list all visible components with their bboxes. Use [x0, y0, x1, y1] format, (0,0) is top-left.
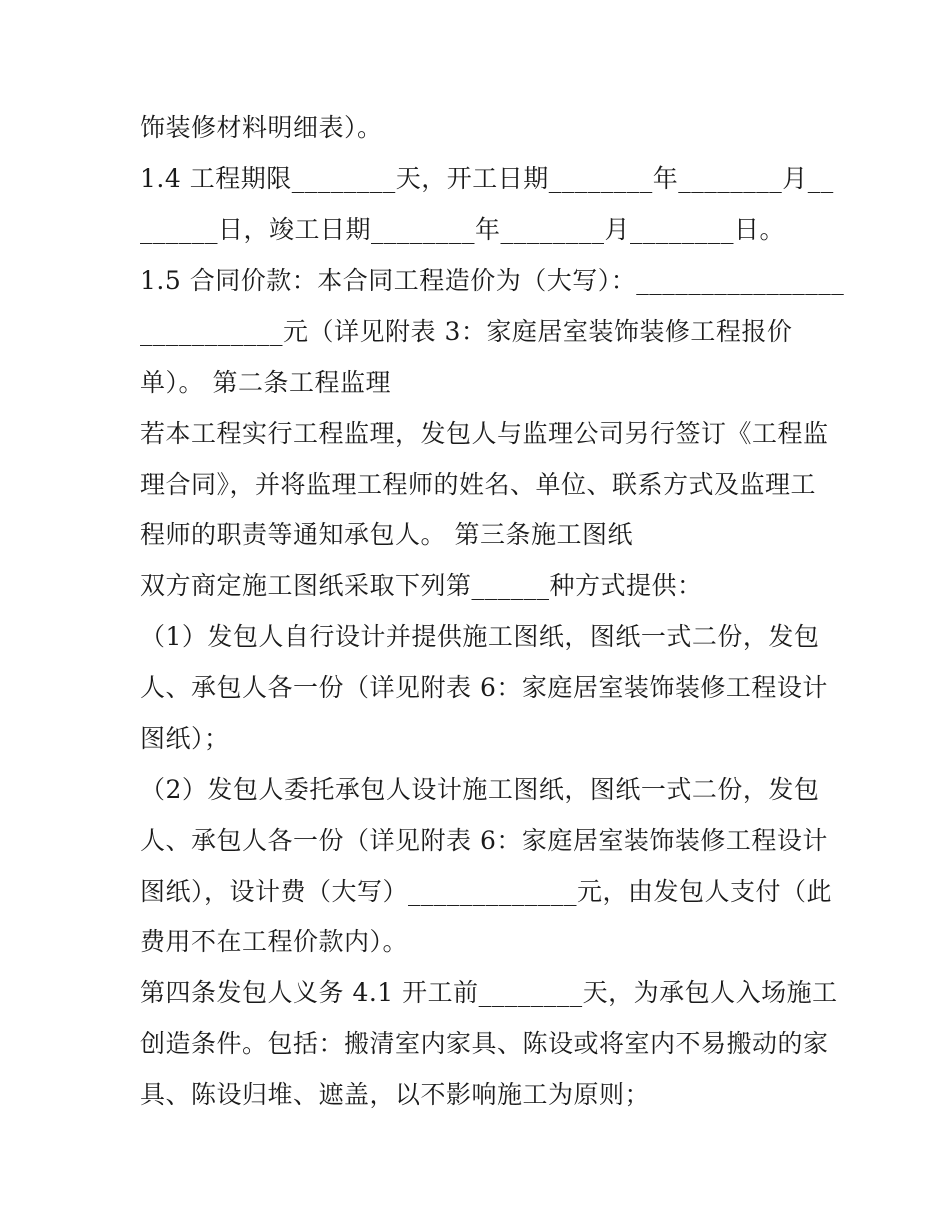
- text-line: 1.4 工程期限________天，开工日期________年________月__: [140, 164, 834, 193]
- text-line: 创造条件。包括：搬清室内家具、陈设或将室内不易搬动的家: [140, 1029, 829, 1058]
- text-line: 具、陈设归堆、遮盖，以不影响施工为原则；: [140, 1080, 651, 1109]
- text-line: 1.5 合同价款：本合同工程造价为（大写）：________________: [140, 266, 845, 295]
- text-line: 费用不在工程价款内）。: [140, 927, 409, 956]
- text-line: 程师的职责等通知承包人。 第三条施工图纸: [140, 520, 633, 549]
- text-line: 饰装修材料明细表）。: [140, 113, 383, 142]
- text-line: 单）。 第二条工程监理: [140, 368, 391, 397]
- text-line: 人、承包人各一份（详见附表 6：家庭居室装饰装修工程设计: [140, 673, 828, 702]
- text-line: 若本工程实行工程监理，发包人与监理公司另行签订《工程监: [140, 419, 829, 448]
- text-line: 理合同》，并将监理工程师的姓名、单位、联系方式及监理工: [140, 470, 817, 499]
- text-line: ______日，竣工日期________年________月________日。: [140, 215, 786, 244]
- text-line: （1）发包人自行设计并提供施工图纸，图纸一式二份，发包: [140, 622, 820, 651]
- text-line: 第四条发包人义务 4.1 开工前________天，为承包人入场施工: [140, 978, 838, 1007]
- text-line: （2）发包人委托承包人设计施工图纸，图纸一式二份，发包: [140, 775, 820, 804]
- text-line: 人、承包人各一份（详见附表 6：家庭居室装饰装修工程设计: [140, 826, 828, 855]
- text-line: ___________元（详见附表 3：家庭居室装饰装修工程报价: [140, 317, 793, 346]
- text-line: 双方商定施工图纸采取下列第______种方式提供：: [140, 571, 703, 600]
- text-line: 图纸），设计费（大写）_____________元，由发包人支付（此: [140, 877, 833, 906]
- text-line: 图纸）；: [140, 724, 230, 753]
